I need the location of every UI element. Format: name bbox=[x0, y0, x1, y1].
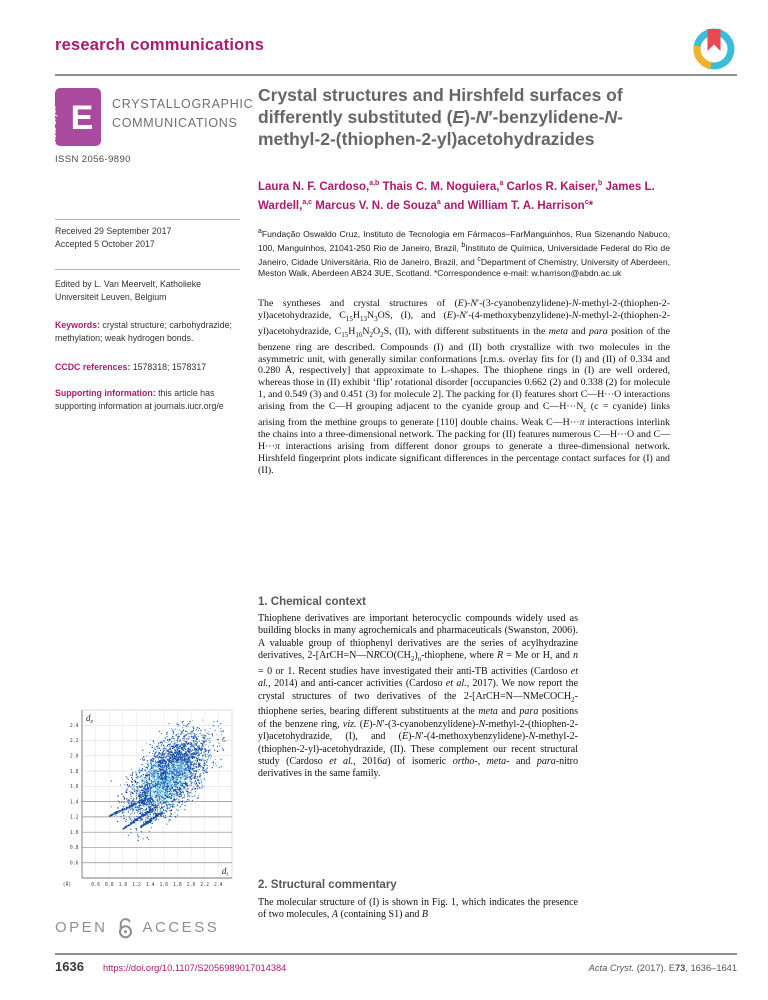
svg-text:1.4: 1.4 bbox=[69, 800, 79, 806]
svg-text:1.2: 1.2 bbox=[69, 815, 79, 821]
received-date: Received 29 September 2017 bbox=[55, 226, 172, 236]
svg-text:0.6: 0.6 bbox=[69, 861, 79, 867]
sidebar-rule-top bbox=[55, 219, 240, 220]
footer-rule bbox=[55, 953, 737, 955]
ccdc-block bbox=[55, 361, 243, 374]
svg-text:(Å): (Å) bbox=[62, 883, 72, 888]
received-accepted-block bbox=[55, 225, 243, 251]
svg-text:2.4: 2.4 bbox=[69, 723, 79, 729]
doi-link[interactable]: https://doi.org/10.1107/S2056989017014384 bbox=[103, 963, 287, 973]
svg-text:1.0: 1.0 bbox=[69, 830, 79, 836]
journal-name-line2: COMMUNICATIONS bbox=[112, 116, 238, 130]
page-number: 1636 bbox=[55, 959, 84, 974]
svg-text:1.8: 1.8 bbox=[69, 769, 79, 775]
open-label: OPEN bbox=[55, 919, 108, 936]
access-label: ACCESS bbox=[142, 919, 220, 936]
iucr-journals-logo-icon bbox=[691, 26, 737, 72]
svg-text:1.2: 1.2 bbox=[132, 883, 141, 888]
supporting-info-label: Supporting information: bbox=[55, 388, 156, 398]
issn-number: ISSN 2056-9890 bbox=[55, 154, 131, 165]
journal-name-line1: CRYSTALLOGRAPHIC bbox=[112, 97, 254, 111]
article-title: Crystal structures and Hirshfeld surfaces of differently substituted (E)-N′-benzylidene-N- methyl-2-(thiophen-2-yl)acetohydrazides bbox=[258, 85, 623, 149]
ccdc-label: CCDC references: bbox=[55, 362, 131, 372]
sidebar-rule-middle bbox=[55, 269, 240, 270]
journal-name bbox=[112, 95, 253, 133]
header-rule bbox=[55, 74, 737, 76]
supporting-info-text[interactable]: this article has supporting information at journals.iucr.org/e bbox=[55, 388, 224, 411]
accepted-date: Accepted 5 October 2017 bbox=[55, 239, 155, 249]
acta-cryst-e-logo bbox=[51, 88, 101, 146]
keywords-label: Keywords: bbox=[55, 320, 100, 330]
svg-text:1.6: 1.6 bbox=[69, 785, 79, 791]
svg-text:2.2: 2.2 bbox=[200, 883, 210, 888]
affiliations[interactable]: $^a$Fundação Oswaldo Cruz, Instituto de Tecnologia em Fármacos–FarManguinhos, Rua Sizenando Nabuco, 100, Manguinhos, 21041-250 Rio de Janeiro, Brazil, $^b$Instituto de Química, Universidade Federal do Rio de Janeiro, Cidade Universitária, Rio de Janeiro, Brazil, and $^c$Department of Chemistry, University of Aberdeen, Meston Walk, Aberdeen AB24 3UE, Scotland. *Correspondence e-mail: w.harrison@abdn.ac.uk bbox=[258, 228, 670, 279]
svg-text:2.0: 2.0 bbox=[186, 883, 196, 888]
citation: Acta Cryst. (2017). E73, 1636–1641 bbox=[588, 963, 737, 973]
supporting-info-block bbox=[55, 387, 243, 413]
svg-text:2.2: 2.2 bbox=[69, 739, 79, 745]
edited-by: Edited by L. Van Meervelt, Katholieke Universiteit Leuven, Belgium bbox=[55, 279, 202, 302]
abstract-text: The syntheses and crystal structures of (E)-N′-(3-cyanobenzylidene)-N-methyl-2-(thiophen-2-yl)acetohydrazide, $C_{15}H_{13}N_3OS$, (I), and (E)-N′-(4-methoxybenzylidene)-N-methyl-2-(thiophen-2-yl)acetohydrazide, $C_{15}H_{16}N_2O_2S$, (II), with different substituents in the meta and para position of the benzene ring are described. Compounds (I) and (II) both crystallize with two molecules in the asymmetric unit, with generally similar conformations [r.m.s. overlay fits for (I) and (II) of 0.334 and 0.280 Å, respectively] that approximate to L-shapes. The thiophene rings in (I) are well ordered, whereas those in (II) exhibit ‘flip’ rotational disorder [occupancies 0.662 (2) and 0.338 (2) for molecule 1, and 0.549 (3) and 0.451 (3) for molecule 2]. The packing for (I) features short C—H···O interactions arising from the C—H grouping adjacent to the cyanide group and $C—H\cdot\cdot\cdot N_c$ (c = cyanide) links arising from the methine groups to generate [110] double chains. Weak C—H···π interactions interlink the chains into a three-dimensional network. The packing for (II) features numerous C—H···O and C—H···π interactions arising from different donor groups to generate a three-dimensional network. Hirshfeld fingerprint plots indicate significant differences in the percentage contact surfaces for (I) and (II). bbox=[258, 298, 670, 476]
svg-text:2.4: 2.4 bbox=[214, 883, 223, 888]
svg-text:1.0: 1.0 bbox=[118, 883, 128, 888]
svg-text:1.4: 1.4 bbox=[145, 883, 155, 888]
svg-text:di: $d_i$ bbox=[221, 866, 228, 879]
open-lock-icon bbox=[116, 916, 135, 939]
hirshfeld-fingerprint-plot bbox=[58, 702, 236, 902]
section-body-1: Thiophene derivatives are important heterocyclic compounds widely used as building blocks in many agrochemicals and pharmaceuticals (Swanston, 2006). A valuable group of thiophenyl derivatives are the series of acylhydrazine derivatives, $2-[ArCH=N—NRCO(CH_2)_n$-thiophene, where R = Me or H, and n = 0 or 1. Recent studies have investigated their anti-TB activities (Cardoso et al., 2014) and anti-cancer activities (Cardoso et al., 2017). We now report the crystal structures of two derivatives of the 2-[ArCH=N—NMeCOCH$_2$-thiophene series, bearing different substituents at the meta and para positions of the benzene ring, viz. (E)-N′-(3-cyanobenzylidene)-N-methyl-2-(thiophen-2-yl)acetohydrazide, (I), and (E)-N′-(4-methoxybenzylidene)-N-methyl-2-(thiophen-2-yl)-acetohydrazide, (II). These complement our recent structural study (Cardoso et al., 2016a) of isomeric ortho-, meta- and para-nitro derivatives in the same family. bbox=[258, 613, 579, 780]
svg-text:de: $d_e$ bbox=[86, 713, 94, 726]
journal-letter-e: E bbox=[70, 99, 94, 137]
acta-cryst-vertical-label: Acta Cryst bbox=[51, 106, 58, 143]
author-list: Laura N. F. Cardoso,$^{a,b}$ Thais C. M. Noguiera,$^a$ Carlos R. Kaiser,$^b$ James L. Wardell,$^{a,c}$ Marcus V. N. de Souza$^a$ and William T. A. Harrison$^c$* bbox=[258, 180, 655, 212]
section-heading-1: 1. Chemical context bbox=[258, 596, 367, 608]
section-banner: research communications bbox=[55, 36, 265, 54]
svg-text:0.8: 0.8 bbox=[69, 846, 79, 852]
ccdc-numbers[interactable]: 1578318; 1578317 bbox=[130, 362, 207, 372]
svg-text:2.0: 2.0 bbox=[69, 754, 79, 760]
svg-text:1.6: 1.6 bbox=[159, 883, 169, 888]
section-heading-2: 2. Structural commentary bbox=[258, 879, 397, 891]
svg-text:0.8: 0.8 bbox=[104, 883, 114, 888]
keywords-block bbox=[55, 319, 243, 345]
svg-text:1.8: 1.8 bbox=[173, 883, 182, 888]
keywords-text: crystal structure; carbohydrazide; methylation; weak hydrogen bonds. bbox=[55, 320, 232, 343]
svg-text:0.6: 0.6 bbox=[91, 883, 100, 888]
open-access-badge bbox=[55, 916, 219, 939]
section-body-2: The molecular structure of (I) is shown in Fig. 1, which indicates the presence of two molecules, A (containing S1) and B bbox=[258, 897, 578, 921]
